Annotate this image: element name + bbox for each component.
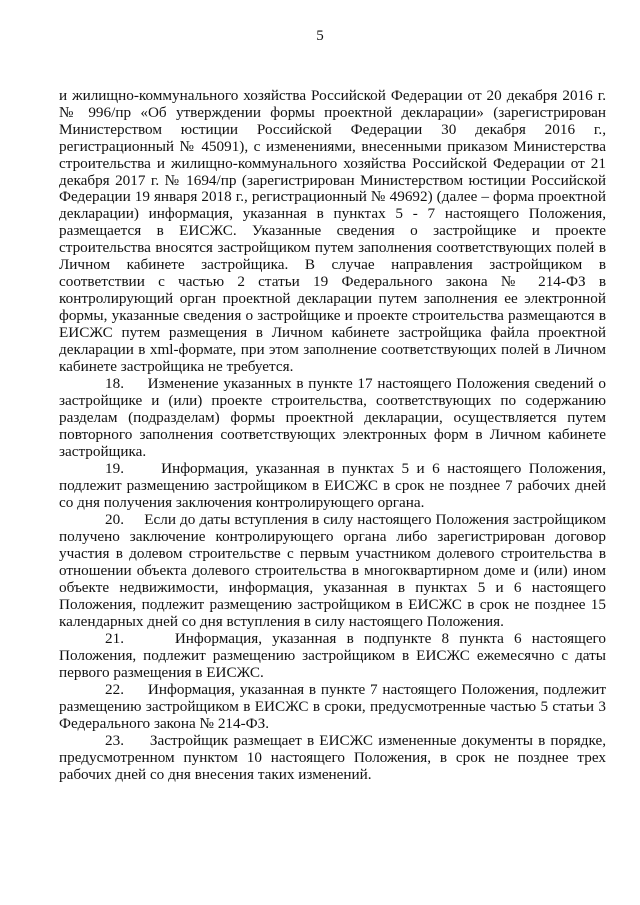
paragraph-21: 21. Информация, указанная в подпункте 8 пункта 6 настоящего Положения, подлежит размещению застройщиком в ЕИСЖС ежемесячно с даты первого размещения в ЕИСЖС. (59, 630, 606, 681)
page-number: 5 (316, 28, 324, 44)
paragraph-22: 22. Информация, указанная в пункте 7 настоящего Положения, подлежит размещению застройщиком в ЕИСЖС в сроки, предусмотренные частью 5 статьи 3 Федерального закона № 214-ФЗ. (59, 681, 606, 733)
paragraph-18: 18. Изменение указанных в пункте 17 настоящего Положения сведений о застройщике и (или) проекте строительства, соответствующих по содержанию разделам (подразделам) формы проектной декларации, осуществляется путем повторного заполнения соответствующих электронных форм в Личном кабинете застройщика. (59, 374, 606, 460)
paragraph-20: 20. Если до даты вступления в силу настоящего Положения застройщиком получено заключение контролирующего органа либо зарегистрирован договор участия в долевом строительстве с первым участником долевого строительства в отношении объекта долевого строительства в многоквартирном доме и (или) ином объекте недвижимости, информация, указанная в пунктах 5 и 6 настоящего Положения, подлежит размещению застройщиком в ЕИСЖС в срок не позднее 15 календарных дней со дня вступления в силу настоящего Положения. (59, 511, 606, 630)
paragraph-23: 23. Застройщик размещает в ЕИСЖС измененные документы в порядке, предусмотренном пунктом 10 настоящего Положения, в срок не позднее трех рабочих дней со дня внесения таких изменений. (59, 732, 606, 784)
document-body (59, 88, 606, 784)
paragraph-continuation: и жилищно-коммунального хозяйства Российской Федерации от 20 декабря 2016 г. № 996/пр «Об утверждении формы проектной декларации» (зарегистрирован Министерством юстиции Российской Федерации 30 декабря 2016 г., регистрационный № 45091), с изменениями, внесенными приказом Министерства строительства и жилищно-коммунального хозяйства Российской Федерации от 21 декабря 2017 г. № 1694/пр (зарегистрирован Министерством юстиции Российской Федерации 19 января 2018 г., регистрационный № 49692) (далее – форма проектной декларации) информация, указанная в пунктах 5 - 7 настоящего Положения, размещается в ЕИСЖС. Указанные сведения о застройщике и проекте строительства вносятся застройщиком путем заполнения соответствующих полей в Личном кабинете застройщика. В случае направления застройщиком в соответствии с частью 2 статьи 19 Федерального закона № 214-ФЗ в контролирующий орган проектной декларации путем заполнения ее электронной формы, указанные сведения о застройщике и проекте строительства размещаются в ЕИСЖС путем размещения в Личном кабинете застройщика файла проектной декларации в xml-формате, при этом заполнение соответствующих полей в Личном кабинете застройщика не требуется. (59, 87, 606, 375)
paragraph-19: 19. Информация, указанная в пунктах 5 и 6 настоящего Положения, подлежит размещению застройщиком в ЕИСЖС в срок не позднее 7 рабочих дней со дня получения заключения контролирующего органа. (59, 459, 606, 511)
